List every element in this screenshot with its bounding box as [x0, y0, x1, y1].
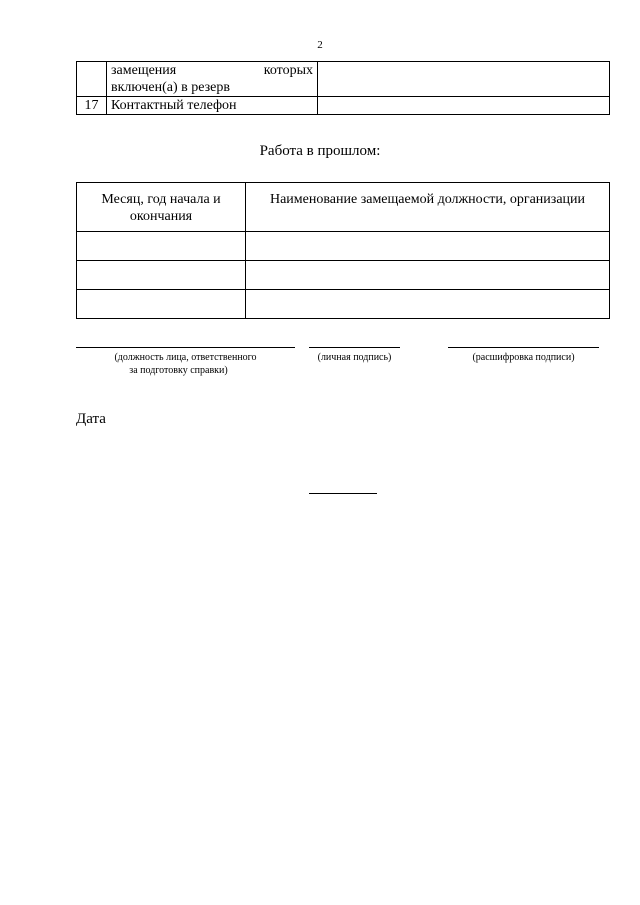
date-label: Дата — [76, 411, 106, 427]
decryption-caption: (расшифровка подписи) — [472, 352, 575, 363]
position-cell — [246, 290, 610, 319]
period-cell — [77, 232, 246, 261]
row-label-cell: Контактный телефон — [107, 97, 318, 115]
column-header-position: Наименование замещаемой должности, организации — [246, 183, 610, 232]
position-caption-line: (должность лица, ответственного — [114, 352, 257, 363]
page-number: 2 — [317, 39, 323, 51]
period-cell — [77, 261, 246, 290]
position-signature-line — [76, 347, 295, 348]
position-caption — [76, 351, 295, 377]
decryption-signature-line — [448, 347, 599, 348]
data-table-continuation — [76, 61, 610, 115]
row-label-cell — [107, 62, 318, 97]
table-row — [77, 232, 610, 261]
table-row — [77, 62, 610, 97]
past-work-table — [76, 182, 610, 319]
row-number-cell: 17 — [77, 97, 107, 115]
table-row — [77, 97, 610, 115]
position-caption-line: за подготовку справки) — [129, 365, 228, 376]
row-value-cell — [318, 97, 610, 115]
table-header-row — [77, 183, 610, 232]
table-row — [77, 290, 610, 319]
column-header-period: Месяц, год начала и окончания — [77, 183, 246, 232]
row-label-line: замещения которых — [111, 63, 313, 78]
period-cell — [77, 290, 246, 319]
row-number-cell — [77, 62, 107, 97]
position-cell — [246, 261, 610, 290]
personal-signature-caption: (личная подпись) — [317, 352, 392, 363]
table-row — [77, 261, 610, 290]
position-cell — [246, 232, 610, 261]
row-value-cell — [318, 62, 610, 97]
personal-signature-line — [309, 347, 400, 348]
end-of-document-line — [309, 493, 377, 494]
section-title: Работа в прошлом: — [259, 143, 381, 159]
row-label-line: включен(а) в резерв — [111, 80, 230, 95]
